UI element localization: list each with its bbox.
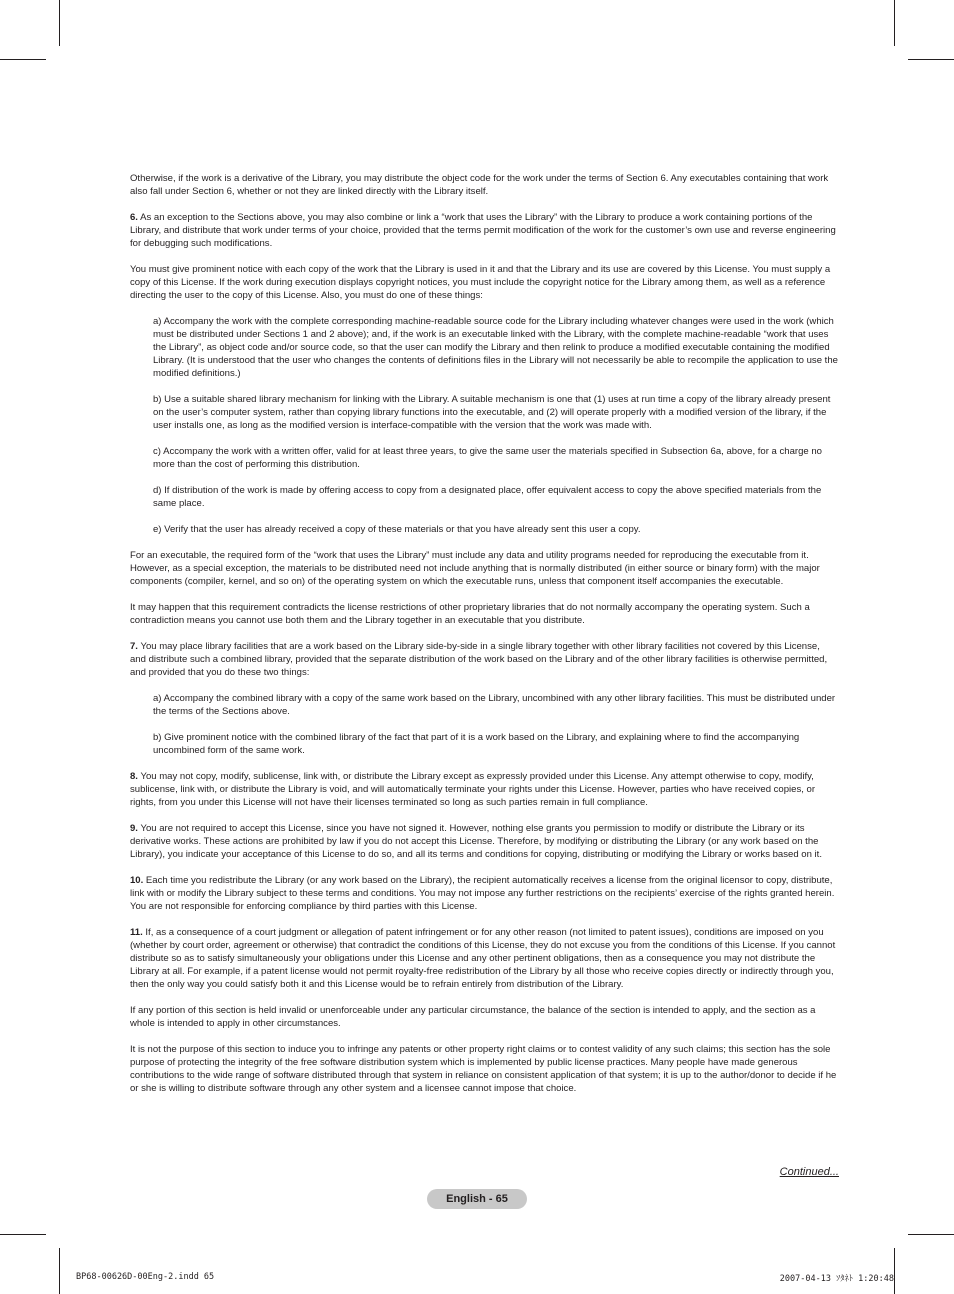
paragraph-text: a) Accompany the combined library with a copy of the same work based on the Library, uncombined with any other library facilities. This must be distributed under the terms of the Sections above. <box>153 693 836 717</box>
paragraph <box>130 1043 838 1095</box>
paragraph <box>130 874 838 913</box>
paragraph-text: e) Verify that the user has already received a copy of these materials or that you have already sent this user a copy. <box>153 524 641 535</box>
paragraph-text: If, as a consequence of a court judgment or allegation of patent infringement or for any other reason (not limited to patent issues), conditions are imposed on you (whether by court order, agreement or otherwise) that contradict the conditions of this License, they do not excuse you from the conditions of this License. If you cannot distribute so as to satisfy simultaneously your obligations under this License and any other pertinent obligations, then as a consequence you may not distribute the Library at all. For example, if a patent license would not permit royalty-free redistribution of the Library by all those who receive copies directly or indirectly through you, then the only way you could satisfy both it and this License would be to refrain entirely from distribution of the Library. <box>130 927 836 990</box>
section-number: 10. <box>130 875 144 886</box>
print-slug-filename: BP68-00626D-00Eng-2.indd 65 <box>76 1272 215 1282</box>
crop-mark <box>59 1248 60 1294</box>
paragraph-text: d) If distribution of the work is made by offering access to copy from a designated place, offer equivalent access to copy the above specified materials from the same place. <box>153 485 822 509</box>
paragraph <box>153 484 838 510</box>
paragraph-text: If any portion of this section is held invalid or unenforceable under any particular circumstance, the balance of the section is intended to apply, and the section as a whole is intended to apply in other circumstances. <box>130 1005 816 1029</box>
paragraph <box>130 822 838 861</box>
paragraph-text: For an executable, the required form of the “work that uses the Library” must include any data and utility programs needed for reproducing the executable from it. However, as a special exception, the materials to be distributed need not include anything that is normally distributed (in either source or binary form) with the major components (compiler, kernel, and so on) of the operating system on which the executable runs, unless that component itself accompanies the executable. <box>130 550 820 587</box>
paragraph <box>153 523 838 536</box>
paragraph <box>130 1004 838 1030</box>
paragraph-text: a) Accompany the work with the complete corresponding machine-readable source code for the Library including whatever changes were used in the work (which must be distributed under Sections 1 and 2 above); and, if the work is an executable linked with the Library, with the complete machine-readable “work that uses the Library”, as object code and/or source code, so that the user can modify the Library and then relink to produce a modified executable containing the modified Library. (It is understood that the user who changes the contents of definitions files in the Library will not necessarily be able to recompile the application to use the modified definitions.) <box>153 316 838 379</box>
crop-mark <box>894 0 895 46</box>
paragraph-text: You may place library facilities that are a work based on the Library side-by-side in a single library together with other library facilities not covered by this License, and distribute such a combined library, provided that the separate distribution of the work based on the Library and of the other library facilities is otherwise permitted, and provided that you do these two things: <box>130 641 828 678</box>
paragraph <box>130 770 838 809</box>
paragraph-text: Otherwise, if the work is a derivative of the Library, you may distribute the object code for the work under the terms of Section 6. Any executables containing that work also fall under Section 6, whether or not they are linked directly with the Library itself. <box>130 173 829 197</box>
paragraph <box>130 549 838 588</box>
paragraph <box>153 445 838 471</box>
paragraph-text: b) Give prominent notice with the combined library of the fact that part of it is a work based on the Library, and explaining where to find the accompanying uncombined form of the same work. <box>153 732 800 756</box>
crop-mark <box>0 59 46 60</box>
paragraph-text: b) Use a suitable shared library mechanism for linking with the Library. A suitable mechanism is one that (1) uses at run time a copy of the library already present on the user’s computer system, rather than copying library functions into the executable, and (2) will operate properly with a modified version of the library, if the user installs one, as long as the modified version is interface-compatible with the version that the work was made with. <box>153 394 831 431</box>
paragraph <box>130 601 838 627</box>
paragraph <box>130 263 838 302</box>
paragraph-text: It is not the purpose of this section to induce you to infringe any patents or other property right claims or to contest validity of any such claims; this section has the sole purpose of protecting the integrity of the free software distribution system which is implemented by public license practices. Many people have made generous contributions to the wide range of software distributed through that system in reliance on consistent application of that system; it is up to the author/donor to decide if he or she is willing to distribute software through any other system and a licensee cannot impose that choice. <box>130 1044 837 1094</box>
paragraph-text: You are not required to accept this License, since you have not signed it. However, nothing else grants you permission to modify or distribute the Library or its derivative works. These actions are prohibited by law if you do not accept this License. Therefore, by modifying or distributing the Library (or any work based on the Library), you indicate your acceptance of this License to do so, and all its terms and conditions for copying, distributing or modifying the Library or works based on it. <box>130 823 822 860</box>
paragraph-text: You may not copy, modify, sublicense, link with, or distribute the Library except as expressly provided under this License. Any attempt otherwise to copy, modify, sublicense, link with, or distribute the Library is void, and will automatically terminate your rights under this License. However, parties who have received copies, or rights, from you under this License will not have their licenses terminated so long as such parties remain in full compliance. <box>130 771 816 808</box>
paragraph <box>153 393 838 432</box>
page-number-badge: English - 65 <box>427 1189 527 1209</box>
paragraph-text: c) Accompany the work with a written offer, valid for at least three years, to give the same user the materials specified in Subsection 6a, above, for a charge no more than the cost of performing this distribution. <box>153 446 822 470</box>
section-number: 8. <box>130 771 138 782</box>
paragraph <box>153 692 838 718</box>
license-text <box>130 172 838 1108</box>
paragraph <box>153 731 838 757</box>
paragraph-text: As an exception to the Sections above, you may also combine or link a “work that uses the Library” with the Library to produce a work containing portions of the Library, and distribute that work under terms of your choice, provided that the terms permit modification of the work for the customer’s own use and reverse engineering for debugging such modifications. <box>130 212 836 249</box>
crop-mark <box>908 59 954 60</box>
paragraph <box>130 640 838 679</box>
paragraph <box>130 926 838 991</box>
section-number: 11. <box>130 927 143 938</box>
crop-mark <box>59 0 60 46</box>
section-number: 9. <box>130 823 138 834</box>
section-number: 6. <box>130 212 138 223</box>
paragraph-text: It may happen that this requirement contradicts the license restrictions of other proprietary libraries that do not normally accompany the operating system. Such a contradiction means you cannot use both them and the Library together in an executable that you distribute. <box>130 602 810 626</box>
paragraph <box>130 211 838 250</box>
paragraph <box>130 172 838 198</box>
continued-note: Continued... <box>779 1166 839 1178</box>
crop-mark <box>908 1234 954 1235</box>
paragraph-text: Each time you redistribute the Library (or any work based on the Library), the recipient automatically receives a license from the original licensor to copy, distribute, link with or modify the Library subject to these terms and conditions. You may not impose any further restrictions on the recipients’ exercise of the rights granted herein. You are not responsible for enforcing compliance by third parties with this License. <box>130 875 835 912</box>
crop-mark <box>894 1248 895 1294</box>
crop-mark <box>0 1234 46 1235</box>
section-number: 7. <box>130 641 138 652</box>
paragraph-text: You must give prominent notice with each copy of the work that the Library is used in it and that the Library and its use are covered by this License. You must supply a copy of this License. If the work during execution displays copyright notices, you must include the copyright notice for the Library among them, as well as a reference directing the user to the copy of this License. Also, you must do one of these things: <box>130 264 831 301</box>
paragraph <box>153 315 838 380</box>
print-slug-timestamp: 2007-04-13 ｿﾀﾈﾄ 1:20:48 <box>779 1274 894 1284</box>
